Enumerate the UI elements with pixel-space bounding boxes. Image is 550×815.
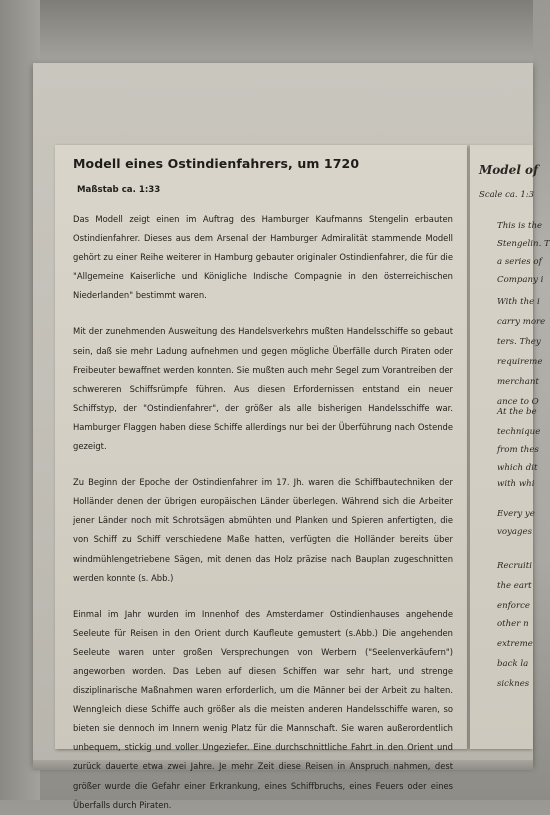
english-line: ters. They: [497, 337, 541, 347]
english-line: with whi: [497, 479, 535, 489]
english-line: merchant: [497, 377, 539, 387]
english-line: which dit: [497, 463, 538, 473]
wall-top-shadow: [0, 0, 533, 70]
scale-text: Maßstab ca. 1:33: [77, 185, 161, 195]
panel-title: Modell eines Ostindienfahrers, um 1720: [73, 156, 360, 171]
english-line: other n: [497, 619, 529, 629]
english-info-panel: [470, 145, 550, 749]
paragraph-3: Zu Beginn der Epoche der Ostindienfahrer im 17. Jh. waren die Schiffbautechniken der Holländer denen der übrigen europäischen Länder überlegen. Während sich die Arbeiter jener Länder noch mit Schrotsägen abmühten und Planken und Spieren anfertigten, die von Schiff zu Schiff verschiedene Maße hatten, verfügten die Holländer bereits über windmühlengetriebene Sägen, mit denen das Holz präzise nach Bauplan zugeschnitten werden konnte (s. Abb.): [73, 477, 453, 583]
english-line: Company i: [497, 275, 544, 285]
english-line: back la: [497, 659, 529, 669]
paragraph-4: Einmal im Jahr wurden im Innenhof des Amsterdamer Ostindienhauses angehende Seeleute für Reisen in den Orient durch Kaufleute gemustert (s.Abb.) Die angehenden Seeleute waren unter großen Versprechungen von Werbern ("Seelenverkäufern") angeworben worden. Das Leben auf diesen Schiffen war sehr hart, und strenge disziplinarische Maßnahmen waren erforderlich, um die Männer bei der Arbeit zu halten. Wenngleich diese Schiffe auch größer als die meisten anderen Handelsschiffe waren, so bieten sie dennoch im Innern wenig Platz für die Mannschaft. Sie waren außerordentlich unbequem, stickig und voller Ungeziefer. Eine durchschnittliche Fahrt in den Orient und zurück dauerte etwa zwei Jahre. Je mehr Zeit diese Reisen in Anspruch nahmen, dest größer wurde die Gefahr einer Erkrankung, eines Schiffbruchs, eines Feuers oder eines Überfalls durch Piraten.: [73, 608, 453, 810]
english-line: a series of: [497, 257, 542, 267]
english-line: requireme: [497, 357, 543, 367]
english-line: voyages: [497, 527, 533, 537]
english-line: ance to O: [497, 397, 539, 407]
english-line: At the be: [497, 407, 537, 417]
paragraph-1: Das Modell zeigt einen im Auftrag des Hamburger Kaufmanns Stengelin erbauten Ostindienfahrer. Dieses aus dem Arsenal der Hamburger Admiralität stammende Modell gehört zu einer Reihe weiterer in Hamburg gebauter originaler Ostindienfahrer, die für die "Allgemeine Kaiserliche und Königliche Indische Compagnie in den österreichischen Niederlanden" bestimmt waren.: [73, 214, 453, 301]
english-line: extreme: [497, 639, 533, 649]
english-line: sicknes: [497, 679, 530, 689]
german-panel-content: [73, 155, 453, 815]
english-scale-text: Scale ca. 1:3: [479, 190, 535, 200]
english-line: the eart: [497, 581, 532, 591]
english-line: carry more: [497, 317, 546, 327]
english-line: Recruiti: [497, 561, 532, 571]
german-info-panel: [55, 145, 467, 810]
english-line: enforce: [497, 601, 530, 611]
english-line: With the i: [497, 297, 540, 307]
english-line: from thes: [497, 445, 539, 455]
english-line: Every ye: [497, 509, 535, 519]
english-line: technique: [497, 427, 541, 437]
english-panel-title: Model of: [479, 163, 539, 177]
paragraph-2: Mit der zunehmenden Ausweitung des Handelsverkehrs mußten Handelsschiffe so gebaut sein, daß sie mehr Ladung aufnehmen und gegen mögliche Überfälle durch Piraten oder Freibeuter bewaffnet werden konnten. Sie mußten auch mehr Segel zum Vorantreiben der schwereren Schiffsrümpfe führen. Aus diesen Erfordernissen entstand ein neuer Schiffstyp, der "Ostindienfahrer", der größer als alle bisherigen Handelsschiffe war. Hamburger Flaggen haben diese Schiffe allerdings nur bei der Überführung nach Ostende gezeigt.: [73, 326, 453, 452]
english-line: Stengelin. T: [497, 239, 550, 249]
english-line: This is the: [497, 221, 543, 231]
